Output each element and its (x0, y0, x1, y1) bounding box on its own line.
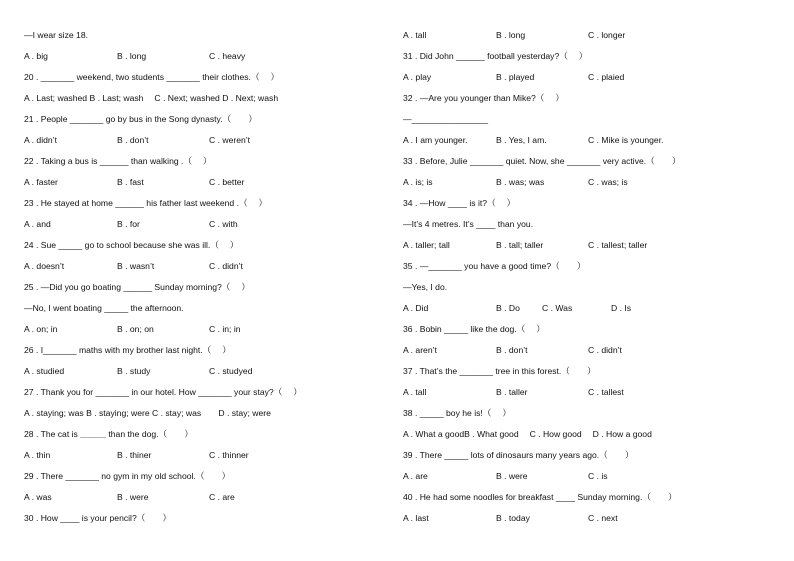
question-text: 25 . —Did you go boating ______ Sunday morning?（ ） (24, 282, 250, 292)
question-text: 27 . Thank you for _______ in our hotel. How _______ your stay?（ ） (24, 387, 302, 397)
text-line (24, 195, 384, 216)
option-text: C . better (209, 177, 245, 187)
text-line (24, 384, 384, 405)
option-text: C . thinner (209, 450, 249, 460)
option-text: C . didn’t (209, 261, 243, 271)
option-text: B . study (117, 366, 151, 376)
options-line (24, 321, 384, 342)
option-text: B . fast (117, 177, 144, 187)
option-text: A . tall (403, 30, 427, 40)
option-text: C . studyed (209, 366, 253, 376)
question-text: —Yes, I do. (403, 282, 448, 292)
option-text: C . weren’t (209, 135, 251, 145)
text-line (403, 279, 773, 300)
text-line (24, 111, 384, 132)
option-text: A . last (403, 513, 429, 523)
question-text: 32 . —Are you younger than Mike?（ ） (403, 93, 564, 103)
question-text: 39 . There _____ lots of dinosaurs many years ago.（ ） (403, 450, 634, 460)
options-line (403, 27, 773, 48)
question-text: 24 . Sue _____ go to school because she was ill.（ ） (24, 240, 239, 250)
text-line (403, 48, 773, 69)
text-line (24, 153, 384, 174)
options-line (24, 258, 384, 279)
text-line (403, 447, 773, 468)
option-text: C . Mike is younger. (588, 135, 664, 145)
text-line (24, 468, 384, 489)
option-text: A . tall (403, 387, 427, 397)
option-text: A . didn’t (24, 135, 57, 145)
options-line (24, 363, 384, 384)
options-line (24, 447, 384, 468)
option-text: A . big (24, 51, 48, 61)
options-line (403, 237, 773, 258)
option-text: A . studied (24, 366, 65, 376)
options-line (403, 468, 773, 489)
right-column (403, 27, 773, 531)
option-text: B . don’t (117, 135, 149, 145)
question-text: 31 . Did John ______ football yesterday?（ ） (403, 51, 588, 61)
option-text: C . plaied (588, 72, 625, 82)
question-text: —________________ (403, 114, 489, 124)
option-text: C . tallest; taller (588, 240, 648, 250)
text-line (24, 27, 384, 48)
option-text: C . are (209, 492, 235, 502)
option-text: C . was; is (588, 177, 628, 187)
text-line (403, 195, 773, 216)
options-line (403, 174, 773, 195)
option-text: A . I am younger. (403, 135, 468, 145)
option-text: A . doesn’t (24, 261, 65, 271)
text-line (403, 258, 773, 279)
options-line (403, 69, 773, 90)
option-text: C . heavy (209, 51, 246, 61)
question-text: A . staying; was B . staying; were C . stay; was D . stay; were (24, 408, 271, 418)
text-line (24, 279, 384, 300)
option-text: B . Do (496, 303, 520, 313)
text-line (24, 510, 384, 531)
question-text: 21 . People _______ go by bus in the Song dynasty.（ ） (24, 114, 257, 124)
option-text: B . wasn’t (117, 261, 155, 271)
question-text: 23 . He stayed at home ______ his father last weekend .（ ） (24, 198, 268, 208)
question-text: 33 . Before, Julie _______ quiet. Now, she _______ very active.（ ） (403, 156, 681, 166)
question-text: —I wear size 18. (24, 30, 88, 40)
option-text: A . taller; tall (403, 240, 450, 250)
text-line (24, 405, 384, 426)
question-text: 30 . How ____ is your pencil?（ ） (24, 513, 172, 523)
question-text: 29 . There _______ no gym in my old school.（ ） (24, 471, 231, 481)
text-line (403, 489, 773, 510)
options-line (24, 174, 384, 195)
option-text: A . are (403, 471, 428, 481)
option-text: A . faster (24, 177, 58, 187)
options-line (403, 300, 773, 321)
option-text: A . play (403, 72, 432, 82)
option-text: C . is (588, 471, 608, 481)
option-text: C . next (588, 513, 618, 523)
text-line (24, 342, 384, 363)
text-line (403, 405, 773, 426)
option-text: D . Is (611, 303, 632, 313)
option-text: A . Did (403, 303, 429, 313)
text-line (403, 363, 773, 384)
text-line (24, 300, 384, 321)
question-text: 28 . The cat is ＿＿＿ than the dog.（ ） (24, 429, 193, 439)
option-text: B . today (496, 513, 530, 523)
options-line (403, 132, 773, 153)
question-text: 34 . —How ____ is it?（ ） (403, 198, 516, 208)
option-text: B . were (117, 492, 149, 502)
text-line (24, 69, 384, 90)
option-text: C . Was (542, 303, 573, 313)
question-text: —No, I went boating _____ the afternoon. (24, 303, 184, 313)
text-line (403, 321, 773, 342)
option-text: C . didn’t (588, 345, 622, 355)
text-line (403, 216, 773, 237)
text-line (403, 426, 773, 447)
options-line (24, 489, 384, 510)
option-text: A . is; is (403, 177, 433, 187)
option-text: B . for (117, 219, 140, 229)
option-text: C . tallest (588, 387, 624, 397)
options-line (24, 216, 384, 237)
question-text: 40 . He had some noodles for breakfast ____ Sunday morning.（ ） (403, 492, 677, 502)
text-line (24, 90, 384, 111)
text-line (403, 90, 773, 111)
question-text: 37 . That’s the _______ tree in this forest.（ ） (403, 366, 596, 376)
option-text: B . don’t (496, 345, 528, 355)
option-text: C . with (209, 219, 238, 229)
question-text: 38 . _____ boy he is!（ ） (403, 408, 511, 418)
option-text: B . long (117, 51, 147, 61)
option-text: B . was; was (496, 177, 545, 187)
left-column (24, 27, 384, 531)
question-text: 22 . Taking a bus is ______ than walking .（ ） (24, 156, 212, 166)
option-text: A . was (24, 492, 52, 502)
options-line (403, 384, 773, 405)
question-text: A . Last; washed B . Last; wash C . Next; washed D . Next; wash (24, 93, 279, 103)
option-text: A . thin (24, 450, 51, 460)
option-text: B . played (496, 72, 535, 82)
question-text: 35 . —_______ you have a good time?（ ） (403, 261, 586, 271)
question-text: 36 . Bobin _____ like the dog.（ ） (403, 324, 545, 334)
question-text: A . What a goodB . What good C . How good D . How a good (403, 429, 652, 439)
text-line (24, 237, 384, 258)
options-line (24, 48, 384, 69)
option-text: A . aren’t (403, 345, 437, 355)
option-text: B . taller (496, 387, 528, 397)
options-line (403, 342, 773, 363)
option-text: A . and (24, 219, 51, 229)
options-line (24, 132, 384, 153)
option-text: B . were (496, 471, 528, 481)
question-text: 20 . _______ weekend, two students _______ their clothes.（ ） (24, 72, 280, 82)
option-text: B . on; on (117, 324, 154, 334)
option-text: B . Yes, I am. (496, 135, 547, 145)
text-line (403, 111, 773, 132)
option-text: C . longer (588, 30, 626, 40)
option-text: C . in; in (209, 324, 241, 334)
text-line (403, 153, 773, 174)
options-line (403, 510, 773, 531)
option-text: B . tall; taller (496, 240, 544, 250)
option-text: A . on; in (24, 324, 58, 334)
question-text: —It’s 4 metres. It’s ____ than you. (403, 219, 534, 229)
option-text: B . long (496, 30, 526, 40)
question-text: 26 . I_______ maths with my brother last night.（ ） (24, 345, 231, 355)
option-text: B . thiner (117, 450, 152, 460)
text-line (24, 426, 384, 447)
